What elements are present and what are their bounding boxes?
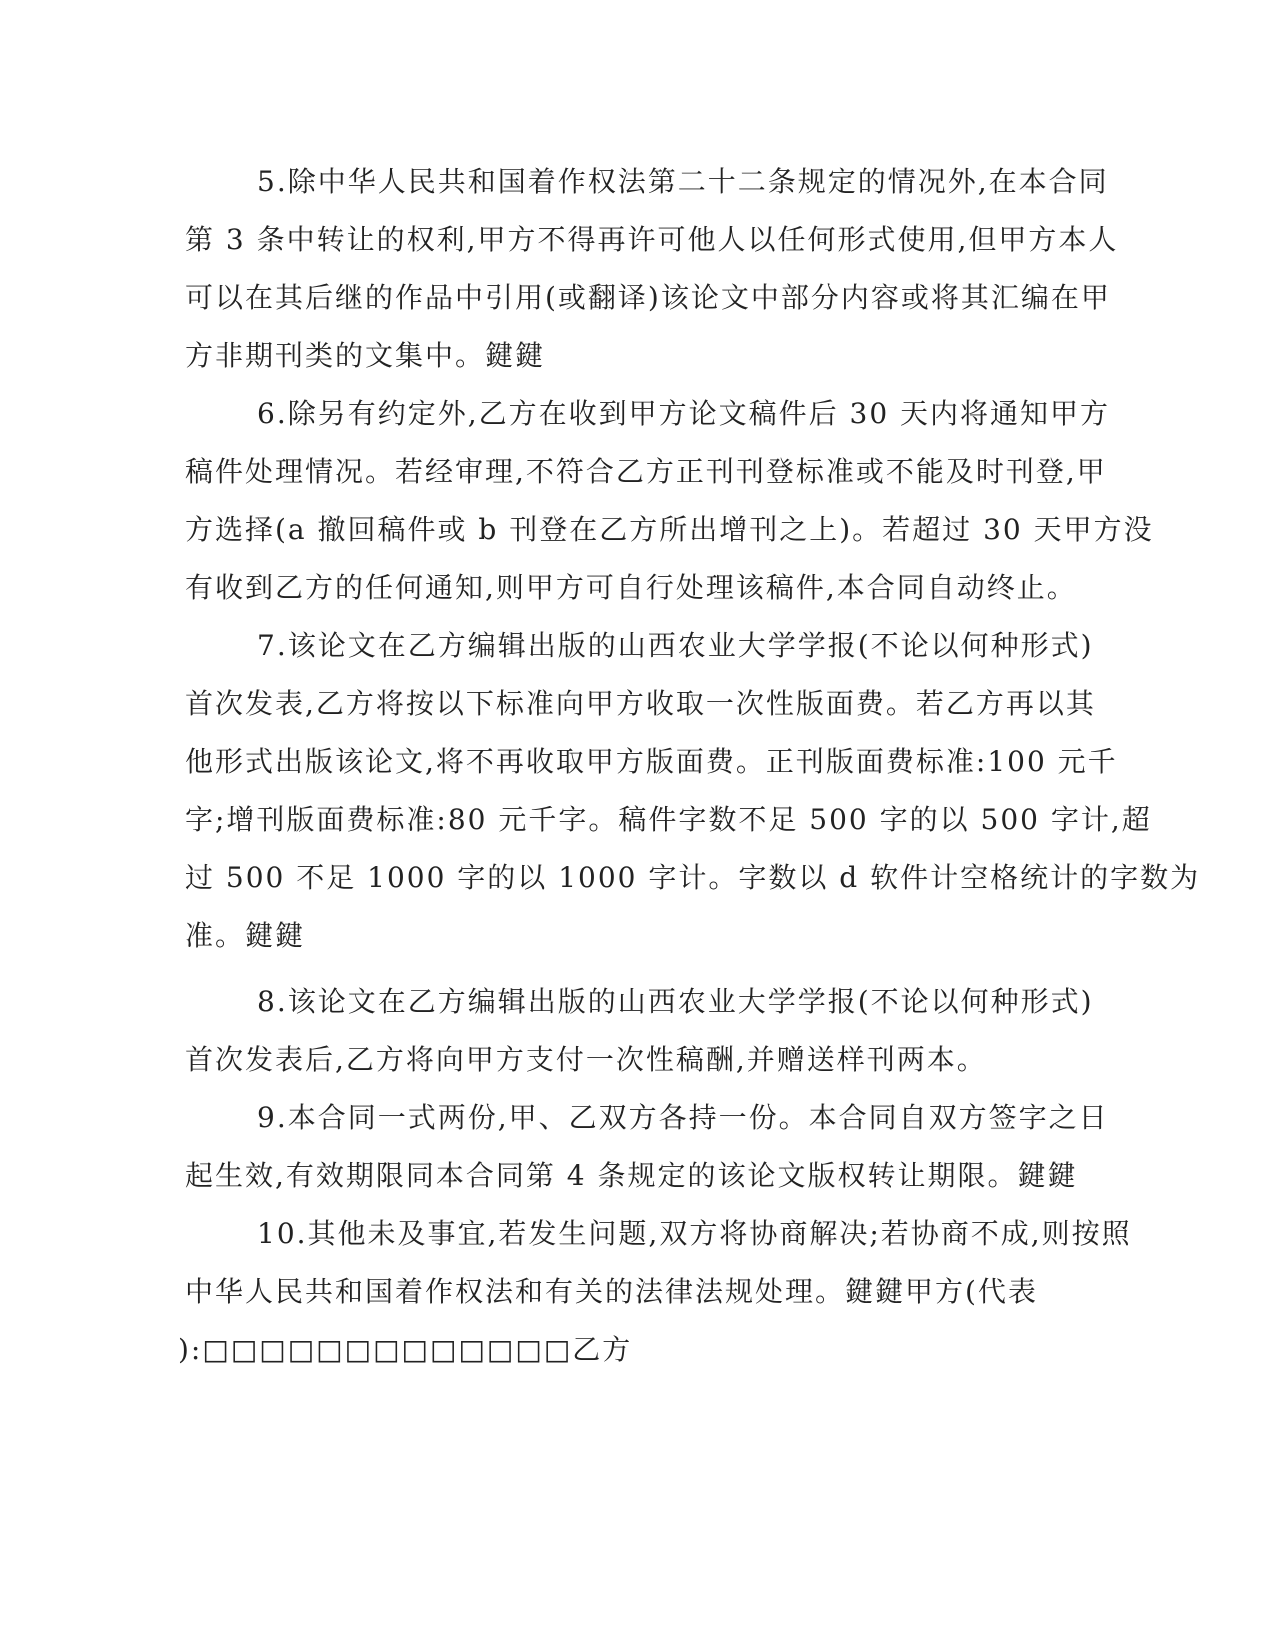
paragraph-7-line-6: 准。鍵鍵 [185,919,306,952]
paragraph-6-line-3: 方选择(a 撤回稿件或 b 刊登在乙方所出增刊之上)。若超过 30 天甲方没 [185,513,1154,546]
paragraph-10-line-2: 中华人民共和国着作权法和有关的法律法规处理。鍵鍵甲方(代表 [185,1275,1038,1308]
paragraph-5-line-2: 第 3 条中转让的权利,甲方不得再许可他人以任何形式使用,但甲方本人 [185,223,1119,256]
signature-line: ):□□□□□□□□□□□□□乙方 [178,1333,633,1366]
paragraph-7-line-4: 字;增刊版面费标准:80 元千字。稿件字数不足 500 字的以 500 字计,超 [185,803,1152,836]
paragraph-5-line-1: 5.除中华人民共和国着作权法第二十二条规定的情况外,在本合同 [257,165,1109,198]
paragraph-7-line-2: 首次发表,乙方将按以下标准向甲方收取一次性版面费。若乙方再以其 [185,687,1096,720]
paragraph-5-line-3: 可以在其后继的作品中引用(或翻译)该论文中部分内容或将其汇编在甲 [185,281,1111,314]
paragraph-8-line-1: 8.该论文在乙方编辑出版的山西农业大学学报(不论以何种形式) [257,985,1094,1018]
paragraph-6-line-4: 有收到乙方的任何通知,则甲方可自行处理该稿件,本合同自动终止。 [185,571,1077,604]
paragraph-7-line-5: 过 500 不足 1000 字的以 1000 字计。字数以 d 软件计空格统计的字数为 [185,861,1201,894]
paragraph-6-line-1: 6.除另有约定外,乙方在收到甲方论文稿件后 30 天内将通知甲方 [257,397,1111,430]
paragraph-10-line-1: 10.其他未及事宜,若发生问题,双方将协商解决;若协商不成,则按照 [257,1217,1132,1250]
paragraph-7-line-3: 他形式出版该论文,将不再收取甲方版面费。正刊版面费标准:100 元千 [185,745,1118,778]
paragraph-6-line-2: 稿件处理情况。若经审理,不符合乙方正刊刊登标准或不能及时刊登,甲 [185,455,1107,488]
paragraph-5-line-4: 方非期刊类的文集中。鍵鍵 [185,339,546,372]
paragraph-8-line-2: 首次发表后,乙方将向甲方支付一次性稿酬,并赠送样刊两本。 [185,1043,987,1076]
paragraph-7-line-1: 7.该论文在乙方编辑出版的山西农业大学学报(不论以何种形式) [257,629,1094,662]
paragraph-9-line-1: 9.本合同一式两份,甲、乙双方各持一份。本合同自双方签字之日 [257,1101,1109,1134]
paragraph-9-line-2: 起生效,有效期限同本合同第 4 条规定的该论文版权转让期限。鍵鍵 [185,1159,1078,1192]
